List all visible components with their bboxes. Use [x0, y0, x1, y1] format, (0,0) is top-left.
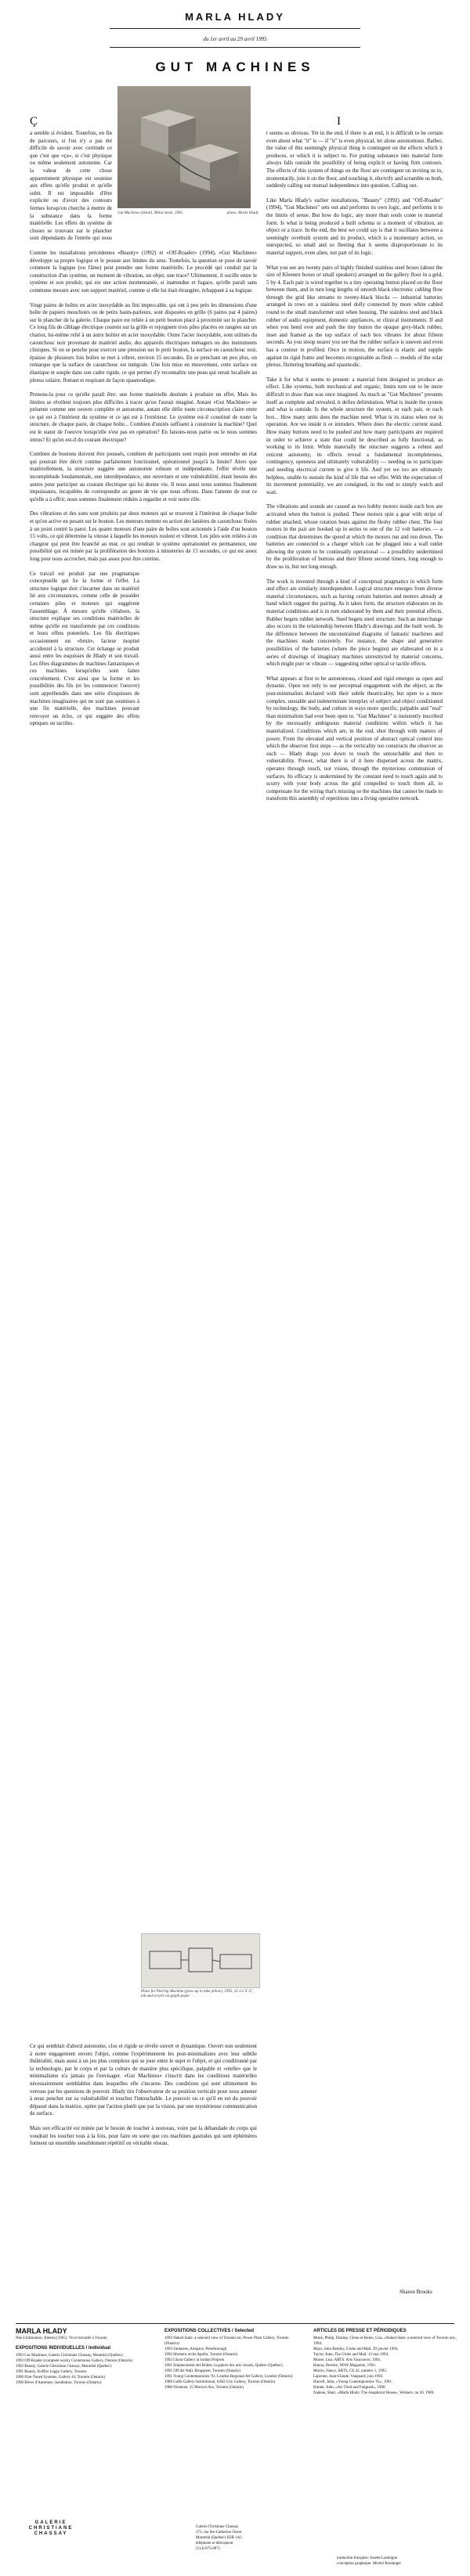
address-line: Galerie Christiane Chassay — [196, 2525, 239, 2529]
header-rule-bottom — [110, 47, 360, 48]
exhibition-dates: du 1er avril au 29 avril 1995 — [203, 36, 267, 42]
gallery-logo: GALERIE CHRISTIANE CHASSAY — [28, 2520, 74, 2536]
artist-name: MARLA HLADY — [185, 11, 285, 23]
exhibition-title: GUT MACHINES — [155, 59, 315, 74]
group-exhibition-item: 1991 Off the Wall, Ringspent, Toronto (Ontario) — [164, 2369, 240, 2373]
french-paragraph-5: Combien de boutons doivent être poussés, combien de participants sont requis pour entendre un état qui pourrait être décrit comme parfaitement fonctionnel, opérationnel jusqu'à la limite? Alors que matériellement, la structure suggère une autonomie robuste et indépendante, l'effet révèle une incomplétude fondamentale, une interdépendance, une ouverture et une vulnérabilité, étant besoin des autres pour participer au courant électrique qui lui donne vie. Il nous aussi nous sommes finalement impuissants, incapables de correspondre au genre de vie que nous offrons. Dans l'attente de tout ce qu'elle a à offrir, nous sommes finalement réduits à regarder et voir notre rôle. — [30, 451, 257, 503]
machine-diagram-icon — [142, 1934, 259, 1987]
articles-title: ARTICLES DE PRESSE ET PÉRIODIQUES — [313, 2329, 407, 2333]
solo-exhibition-item: 1993 Off-Roader (complete work), Cornerstone Gallery, Ontario (Ontario) — [16, 2359, 133, 2363]
credits — [337, 2556, 462, 2567]
french-paragraph-2: Comme les installations précédentes «Beauty» (1992) et «Off-Roader» (1994), «Gut Machines» développe sa propre logique et le pousse aux limites du sens. Toutefois, la question se pose de savoir comment la logique (ou l'âme) peut prendre une forme matérielle. Le procédé qui conduit par la construction d'un système, un moment de vibration, un objet, une trace? Ultimement, il oscille entre le système et son produit, qui est une action momentanée, si inattendue et fugace, qu'elle paraît sans commune mesure avec son support matériel, comme si elle lui était étrangère, échappant à sa logique. — [30, 250, 257, 294]
french-paragraph-7: Ce travail est produit par une pragmatique conceptuelle qui lie la forme et l'effet. La structure logique doit s'incarner dans un matériel lié aux circonstances, comme celle de posséder certaines piles et moteurs qui suggèrent l'assemblage. À mesure qu'elle s'élabore, la structure explique ses conditions matérielles de même qu'elle est transformée par ces conditions et leurs effets potentiels. Les fils électriques occasionnent un «bruit», facteur inopiné accidentel à la structure. Cet échange se produit aussi entre les esquisses de Hlady et son travail. Les fêtes diagrammes de machines fantastiques et ces machines lorsqu'elles sont faites concrètement. C'est ainsi que la forme et les possibilités des fils (et les commencer l'oeuvre) sont appréhendés dans une série d'esquisses de machines imaginaires qui ne sont pas soumises à une fin matérielle, des machines pouvant renvoyer un écho, ce qui suggère des effets optiques ou tactiles. — [30, 570, 139, 727]
photo-caption: Gut Machines (détail). Métal mixte, 1995. — [118, 211, 184, 215]
french-paragraph-3: Vingt paires de boîtes en acier inoxydable au fini impeccable, qui ont à peu près les dimensions d'une boîte de papiers mouchoirs ou de petits hauts-parleurs, sont disposées en grille (6 paires par 4 paires) sur le plancher de la galerie. Chaque paire est reliée à un petit bouton placé à proximité sur le plancher. Ce long fils de câblage électrique courent sur la grille et rejoignent trois piles placées en rangées sur un chariot, lui-même relié à un autre boîtier en acier inoxydable. Outre l'acier inoxydable, sont utilisés du caoutchouc noir provenant de matériel audio, des appareils électriques ménagers ou des instruments cliniques. Si on se penche pour exercer une pression sur le petit bouton, la surface en caoutchouc noir, épaisse de plusieurs fois boîtes se met à vibrer, environ 15 secondes. En se penchant un peu plus, on remarque que la surface de caoutchouc est intégrale. Une fois mise en mouvement, cette surface est élastique et souple dans son cadre rigide, ce qui permet d'y reconnaître une peau qui serait localisée au plexus solaire, flottant et respirant de façon spasmodique. — [30, 301, 257, 384]
credit-line: conception graphique: Michel Boulanger — [337, 2562, 402, 2566]
english-paragraph-7: What appears at first to be autonomous, closed and rigid emerges as open and dynamic. Open not only to our perceptual engagement with the object, as the post-minimalists declared with their subtle theatricality, but open to a more complex, unstable and indeterminate interplay of subject and object conditioned by technology, the body, and culture in ways more specific, palpable and "real" than minimalism had ever been open to. "Gut Machines" is insistently inscribed by the necessarily ambiguous material conditions within which it has materialized. Conditions which are, in the end, shot through with matters of power. From the elevated and vertical position of abstract optical control into which the observer first steps — as the verticality too constructs the observer as such — Hlady drags you down to touch the untouchable and then to vulnerability. Power, what there is of it here dispersed across the matrix, operates through touch, not vision, through the mysterious communion of surfaces. Its efficacy is undermined by the constant need to touch again and to scurry with your body across the grid compelled to touch them all, to compensate for the wiring that's missing so the machines that cannot be made to transform this assembly of repetitions into a living operative network. — [266, 675, 443, 802]
article-item: Morris, Nancy, ARTS, CE 42, numéro 1, 1993. — [313, 2369, 387, 2373]
header-rule-top — [110, 28, 360, 29]
french-paragraph-6: Des vibrations et des sons sont produits par deux moteurs qui se trouvent à l'intérieur de chaque boîte et qu'on active en pesant sur le bouton. Les moteurs mettent en action des lanières de caoutchouc fixées à un point centré la paroi. Les quatre moteurs d'une paire de boîtes sont actionnés à l'aide d'un bouton 15 volts, ce qui détermine la vitesse à laquelle les moteurs roulent et vibrent. Les piles sont reliées à un chargeur qui peut être branché au mur, ce qui rendrait le système opérationnel en permanence, une possibilité qui est minée par la prolifération des boutons à minuteries de 15 secondes, ce qui est assez long pour nous accrocher, mais pas assez pour être continu. — [30, 510, 257, 562]
solo-title: EXPOSITIONS INDIVIDUELLES / Individual — [16, 2346, 111, 2351]
article-item: Taylor, Kate, The Globe and Mail, 13 mai 1994. — [313, 2353, 389, 2357]
author-signature: Sharon Brooks — [400, 2289, 432, 2295]
group-title: EXPOSITIONS COLLECTIVES / Selected — [164, 2329, 255, 2333]
solo-exhibition-item: 1992 Beauty, Galerie Christiane Chassay, Montréal (Québec) — [16, 2365, 112, 2369]
article-item: Hanna, Deirdre, NOW Magazine, 1993. — [313, 2364, 376, 2368]
french-paragraph-4: Prenons-la pour ce qu'elle paraît être: une forme matérielle destinée à produire un effet. Mais les limites se révèlent toujours plus difficiles à tracer qu'on l'aurait imaginé. Autant «Gut Machines» se présente comme une oeuvre complète et autonome, autant elle défie toute circonscription claire entre ce qui est à l'intérieur du système et ce qui est à l'extérieur. Le système est-il constitué de toute la structure, de chaque paire, de chaque boîte... Combien d'unités suffisent à construire la machine? Quel est le statut de l'oeuvre lorsqu'elle n'est pas en opération? En faisons-nous partie ou le nous sommes intrus? Et qu'en est-il du courant électrique? — [30, 391, 257, 443]
french-paragraph-9: Mais son efficacité est minée par le besoin de toucher à nouveau, voire par la débandade du corps qui voudrait les toucher tous à la fois, pour faire en sorte que ces machines gastrales qui sont éphémères forment un ensemble sensiblement répétitif en véritable réseau. — [30, 2124, 257, 2147]
group-exhibition-item: 1993 Moment at the Apollo, Toronto (Ontario) — [164, 2353, 238, 2357]
footer-artist-name: MARLA HLADY — [16, 2327, 67, 2335]
english-paragraph-1: t seems so obvious. Yet in the end, if there is an end, it is difficult to be certain even about what "it" is — if "it" is even physical, let alone autonomous. Rather, the value of this seemingly physical thing is contingent on the effects which it produces, or which it is subject to. For putting substance into material form always falls outside the possibility of being explicit or having firm contours. The effects of this system of things on the floor are contingent on inviting us to, momentarily, join it on the floor, and touching it, electrify and scramble us both, suddenly calling our mutual independence into question. Calling out. — [266, 130, 443, 189]
english-paragraph-2: Like Marla Hlady's earlier installations, "Beauty" (1992) and "Off-Roader" (1994), "Gut Machines" sets out and performs its own logic, and performs it to the limits of sense. But how do logic, any more than souls come to material form. Is what is being produced a built schema or a moment of vibration, an object or a trace. In the end, the best we could say is that it oscillates between a seemingly overbuilt system and its product, which is a momentary action, so unexpected, so small and so fleeting that it seems disproportionate to its material support, even alien, not part of its logic. — [266, 196, 443, 256]
article-item: Hurrell, John, «Young Contemporaries '91», 1991. — [313, 2380, 393, 2384]
solo-exhibition-item: 1990 Fine-Tuned Systems, Gallery 44, Toronto (Ontario) — [16, 2376, 106, 2380]
solo-exhibitions-list — [16, 2353, 149, 2386]
group-exhibition-item: 1991 Emplacement des Boîtes, la galerie des arts visuels, Québec (Québec) — [164, 2364, 283, 2368]
english-column — [266, 130, 443, 810]
english-intro — [337, 116, 443, 128]
group-exhibitions-list — [164, 2336, 302, 2390]
english-paragraph-6: The work is invented through a kind of conceptual pragmatics in which form and effect are similarly interdependent. Logical structure emerges from diverse material circumstances, such as having certain batteries and motors already at hand which suggest the pairing. As it takes form, the structure elaborates on its material conditions and is in turn elaborated by them and their potential effects. Rubber begets rubber network. Steel begets steel structure. Such an interchange also occurs in the relationship between Hlady's drawings and the built work. In the difference between the unconstrained diagrams of fantastic machines and the machines made concretely. For instance, the shape and generative possibilities of the batteries (where the piece begins) are elaborated on in a series of drawings of imaginary machines unrestricted by material concerns, which might purr or vibrate — suggesting either optical or tactile effects. — [266, 578, 443, 668]
solo-exhibition-item: 1990 Rêves d'Automne, installation, Toronto (Ontario) — [16, 2381, 102, 2385]
french-column-bottom — [30, 2043, 257, 2155]
dropcap: Ç — [30, 115, 38, 128]
solo-exhibition-item: 1991 Beauty, Koffler Leggo Gallery, Toronto — [16, 2370, 87, 2374]
english-paragraph-5: The vibrations and sounds are caused as two hobby motors inside each box are activated when the button is pushed. These motors spin a gear with strips of rubber attached, whose rotation beats against the fleshy rubber chest. The four motors in the pair are hooked up in series to one of the 12 volt batteries — a condition that determines the speed at which the motors run and run down. The batteries are connected to a charger which can be plugged into a wall outlet allowing the system to be continually operational — a possibility undermined by the proliferation of buttons and their fifteen second timers, long enough to draw us in, but not long enough. — [266, 503, 443, 571]
group-exhibition-item: 1991 Young Contemporaries '91, London Regional Art Gallery, London (Ontario) — [164, 2375, 293, 2379]
article-item: Lapointe, Jean-Claude, Vanguard, juin 1992. — [313, 2375, 384, 2379]
articles-list — [313, 2336, 458, 2396]
solo-exhibition-item: 1993 Gut Machines, Galerie Christiane Chassay, Montréal (Québec) — [16, 2354, 123, 2358]
french-intro — [30, 116, 112, 128]
footer-rule — [16, 2323, 454, 2324]
group-exhibitions — [164, 2329, 302, 2390]
group-exhibition-item: 1989 Gaffe Gallery Institutional, OAD City Gallery, Toronto (Ontario) — [164, 2380, 276, 2384]
address-line: 372, rue Ste-Catherine Ouest — [196, 2531, 242, 2535]
english-paragraph-4: Take it for what it seems to present: a material form designed to produce an effect. Like systems, both mechanical and organic, limits turn out to be more difficult to draw than was once imagined. As much as "Gut Machines" presents itself as complete and revealed, it defies delimitation. What is inside the system and what is outside. Is the whole structure the system, or each pair, or each box... How many units does the machine need. What is its status when not in operation. Are we inside it or intruders. Where does the electric current stand. How many buttons need to be pushed and how many participants are required in order to achieve a state that could be described as fully functional, as working to its limit. While materially the structure suggests a robust and reticent autonomy, its effects reveal a fundamental incompleteness, contingency, openness and ultimately vulnerability — needing us to participate and needing electrical current to give it life. And yet we too are ultimately helpless, unable to sustain the kind of life that we offer. With the expectation of its movement potentiality, we are consigned, in the end to simply watch and wait. — [266, 376, 443, 495]
address-line: téléphone et télécopieur — [196, 2542, 233, 2545]
credit-line: traduction française: Josette Lanteigne — [337, 2556, 398, 2560]
gallery-address — [196, 2524, 321, 2552]
article-item: Moore, Lisa. ARTS. Arts Vancouver, 1994. — [313, 2358, 381, 2362]
french-column — [30, 130, 257, 735]
group-exhibition-item: 1988 Nineteen: 25 Motives Are, Toronto (Ontario) — [164, 2386, 244, 2390]
french-paragraph-8: Ce qui semblait d'abord autonome, clos et rigide se révèle ouvert et dynamique. Ouvert non seulement à notre engagement envers l'objet, comme l'expérimentent les post-minimalistes avec leur subtile théâtralité, mais aussi à un jeu plus complexe qui se joue entre le sujet et l'objet, et qui conditionné par la technologie, par le corps et par la culture de manière plus spécifique, palpable et «réelle» que le minimalisme n'a jamais pu l'envisager. «Gut Machines» s'inscrit dans les conditions matérielles nécessairement semblables dans lesquelles elle s'incarne. Des conditions qui sont ultimement les verrous par les questions de pouvoir. Hlady tire l'observateur de sa position verticale pour nous amener à nous pencher sur sa vulnérabilité et toucher l'intouchable. Le pouvoir ou ce qu'il en est du pouvoir dépassé dans la matrice, opère par l'action plutôt que par la vision, par une mystérieuse communication de surface. — [30, 2043, 257, 2117]
article-item: Monk, Philip, Dunlop, Glenn et Bolen, Lisa. «Naked State: a selected view of Toronto art», 1994. — [313, 2336, 457, 2346]
machine-plan-drawing — [141, 1933, 260, 1988]
group-exhibition-item: 1993 Fantasies, Artspace, Peterborough — [164, 2347, 227, 2351]
dropcap-english: I — [337, 115, 341, 128]
french-paragraph-1: a semble si évident. Toutefois, en fin de parcours, si l'on n'y a pas été difficile de savoir avec certitude ce que c'est que «ça», si c'est physique ou même seulement autonome. Car la valeur de cette chose apparemment physique est soumise aux effets qu'elle produit et qu'elle subit. Il est impossible d'être explicite ou d'avoir des contours fermes lorsqu'on cherche à mettre de la substance dans la forme matérielle. Les effets du système de choses se trouvant sur le plancher sont dépendants de l'entrée qui nous — [30, 130, 112, 242]
article-item: Mays, John Bentley, Globe and Mail, 29 janvier 1994. — [313, 2347, 399, 2351]
drawing-caption: Plans for Purring Machine (grow up to take pillow), 1995, 16 1/2 X 11', ink and acrylic on graph paper — [141, 1990, 254, 1998]
press-articles — [313, 2329, 458, 2396]
address-line: Montréal (Québec) H3B 1A2 — [196, 2536, 242, 2540]
english-paragraph-3: What you see are twenty pairs of highly finished stainless steel boxes (about the size of Kleenex boxes or small speakers) arranged on the gallery floor in a grid, 5 by 4. Each pair is wired together to a tiny operating button placed on the floor between them, and in turn long lengths of smooth black electronic cabling flow through the grid like streams to twenty-black blocks — industrial batteries arranged in rows on a stainless steel dolly connected by more white cabled round to the small transformer unit when housing. The stainless steel and black rubber of audio equipment, domestic appliances, or clinical instruments. If and when you bend over and push the tiny button the opaque grey-black rubber, inset and framed as the top surface of each box vibrates for about fifteen seconds. As you stoop nearer you see that the rubber surface is uneven and even has a contour in profiled. Once in motion, the surface is elastic and supple against its rigid frame and becomes recognisable as flesh — models of the solar plexus, fluttering breathing and spasmodic. — [266, 264, 443, 369]
group-exhibition-item: 1993 Naked State: a selected view of Toronto art, Power Plant Gallery, Toronto (Ontario) — [164, 2336, 289, 2346]
article-item: Hunter, John, «Art Tired and Fatigued», 1990. — [313, 2386, 386, 2390]
address-line: (514) 875-0071 — [196, 2547, 221, 2551]
footer-artist-info: Née à Edmonton, Alberta (1965). Vit et travaille à Toronto — [16, 2336, 107, 2340]
photo-credit: photo: Marla Hlady — [226, 211, 258, 215]
artist-bio — [16, 2329, 149, 2386]
group-exhibition-item: 1992 Ghost Gallery at Jordan Projects — [164, 2358, 225, 2362]
article-item: Nadeau, Shari, «Marla Hlady: The Anaphoral House», Workers, no 20, 1989. — [313, 2391, 435, 2395]
